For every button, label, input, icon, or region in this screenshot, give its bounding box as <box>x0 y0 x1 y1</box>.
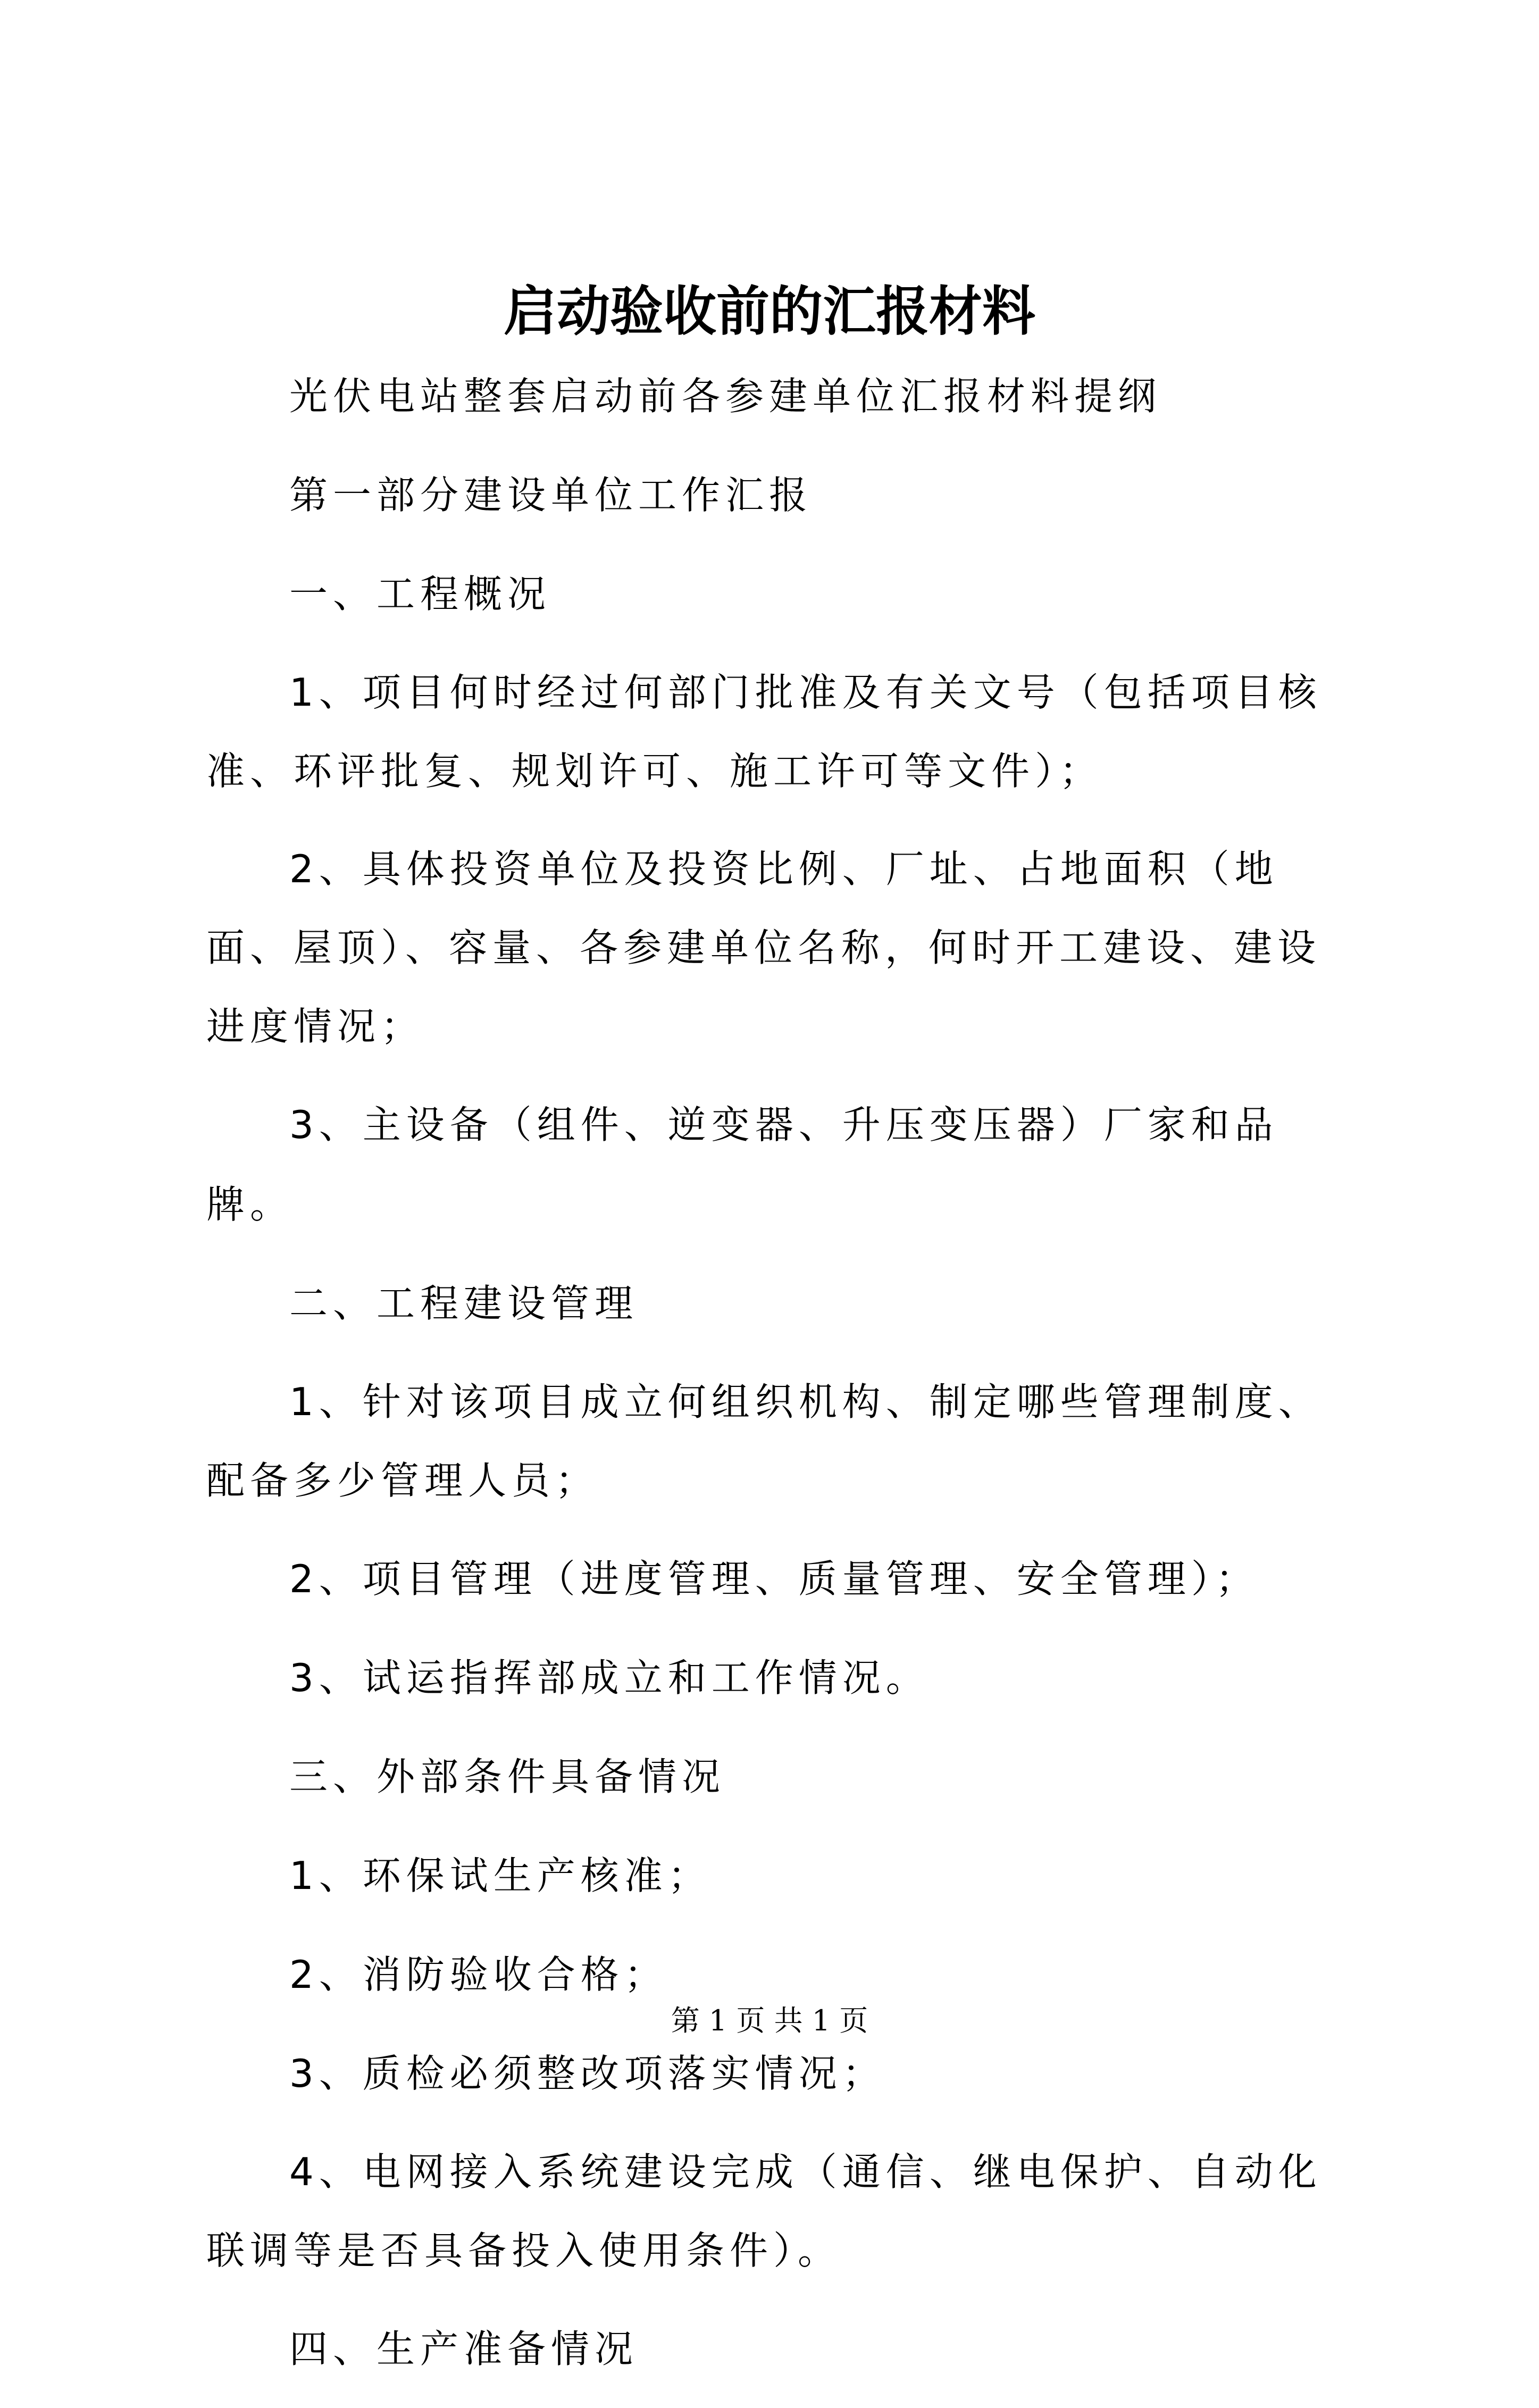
paragraph-part-one-heading: 第一部分建设单位工作汇报 <box>289 473 813 517</box>
paragraph-section-2-item-1: 1、针对该项目成立何组织机构、制定哪些管理制度、配备多少管理人员； <box>206 1379 1322 1503</box>
paragraph-section-3-item-2: 2、消防验收合格； <box>289 1952 668 1997</box>
document-title: 启动验收前的汇报材料 <box>504 280 1035 342</box>
paragraph-section-2-item-2: 2、项目管理（进度管理、质量管理、安全管理）； <box>289 1557 1259 1601</box>
paragraph-section-1-item-3: 3、主设备（组件、逆变器、升压变压器）厂家和品牌。 <box>206 1102 1278 1227</box>
paragraph-section-3-item-3: 3、质检必须整改项落实情况； <box>289 2051 886 2096</box>
paragraph-section-2-item-3: 3、试运指挥部成立和工作情况。 <box>289 1656 930 1700</box>
paragraph-outline-heading: 光伏电站整套启动前各参建单位汇报材料提纲 <box>289 374 1162 419</box>
paragraph-section-1-item-1: 1、项目何时经过何部门批准及有关文号（包括项目核准、环评批复、规划许可、施工许可等文件）； <box>206 670 1322 793</box>
paragraph-section-3-item-4: 4、电网接入系统建设完成（通信、继电保护、自动化联调等是否具备投入使用条件）。 <box>206 2150 1322 2273</box>
paragraph-section-3-heading: 三、外部条件具备情况 <box>289 1754 726 1799</box>
paragraph-section-3-item-1: 1、环保试生产核准； <box>289 1853 712 1898</box>
paragraph-section-2-heading: 二、工程建设管理 <box>289 1281 639 1326</box>
paragraph-section-1-item-2: 2、具体投资单位及投资比例、厂址、占地面积（地面、屋顶）、容量、各参建单位名称，何时开工建设、建设进度情况； <box>206 847 1321 1049</box>
document-body <box>206 356 1360 2408</box>
paragraph-section-4-heading: 四、生产准备情况 <box>289 2327 639 2371</box>
page-number-footer: 第 1 页 共 1 页 <box>671 2004 868 2037</box>
paragraph-section-1-heading: 一、工程概况 <box>289 572 551 616</box>
